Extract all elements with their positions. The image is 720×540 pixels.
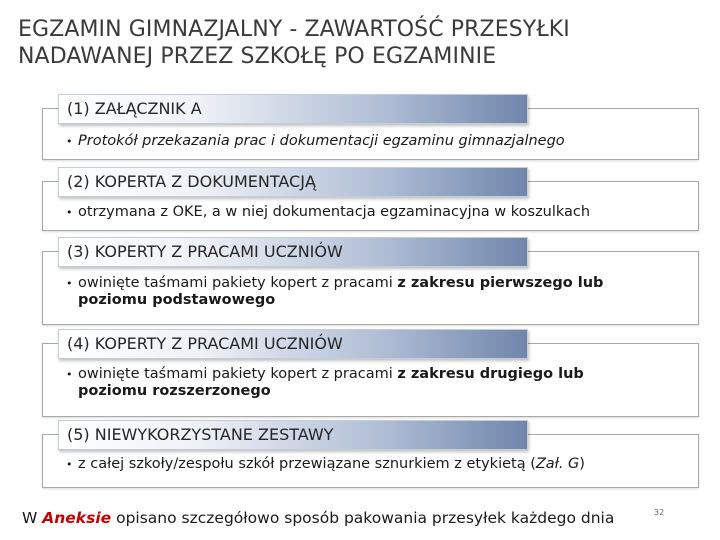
section-2-text: otrzymana z OKE, a w niej dokumentacja egzaminacyjna w koszulkach [78, 204, 591, 220]
bullet: • [66, 277, 73, 290]
section-5-text-close: ) [579, 456, 585, 472]
slide-number: 32 [654, 508, 665, 517]
section-4-text-bold-1: z zakresu drugiego lub [397, 366, 584, 382]
page-title-line-1: EGZAMIN GIMNAZJALNY - ZAWARTOŚĆ PRZESYŁKI [18, 17, 570, 42]
section-3-text-bold-2: poziomu podstawowego [78, 292, 276, 308]
section-1-header-text: (1) ZAŁĄCZNIK A [67, 99, 202, 118]
section-4-text-plain: owinięte taśmami pakiety kopert z pracami [78, 366, 398, 382]
bullet: • [66, 135, 73, 148]
bullet: • [66, 206, 73, 219]
section-5-text-italic: Zał. G [535, 456, 580, 472]
section-4-header [58, 329, 528, 359]
section-5-header-text: (5) NIEWYKORZYSTANE ZESTAWY [67, 425, 334, 444]
footer-note [22, 508, 614, 528]
page-title-line-2: NADAWANEJ PRZEZ SZKOŁĘ PO EGZAMINIE [18, 44, 497, 69]
bullet: • [66, 368, 73, 381]
section-3-text-bold-1: z zakresu pierwszego lub [397, 275, 604, 291]
section-1 [42, 94, 697, 162]
page-title [18, 16, 678, 70]
section-5-header [58, 420, 528, 450]
section-5-text [78, 456, 668, 473]
footer-prefix: W [22, 509, 43, 527]
section-4 [42, 329, 697, 415]
section-3-header-text: (3) KOPERTY Z PRACAMI UCZNIÓW [67, 242, 343, 261]
section-2 [42, 167, 697, 229]
section-5-text-plain: z całej szkoły/zespołu szkół przewiązane sznurkiem z etykietą ( [78, 456, 536, 472]
section-3 [42, 237, 697, 323]
footer-suffix: opisano szczegółowo sposób pakowania przesyłek każdego dnia [111, 509, 615, 527]
section-1-header [58, 94, 528, 124]
section-4-text [78, 366, 668, 400]
section-2-header-text: (2) KOPERTA Z DOKUMENTACJĄ [67, 172, 316, 191]
section-4-header-text: (4) KOPERTY Z PRACAMI UCZNIÓW [67, 334, 343, 353]
section-4-text-bold-2: poziomu rozszerzonego [78, 383, 271, 399]
footer-annex: Aneksie [42, 509, 112, 527]
section-3-text [78, 275, 668, 309]
bullet: • [66, 458, 73, 471]
section-3-text-plain: owinięte taśmami pakiety kopert z pracami [78, 275, 398, 291]
section-5 [42, 420, 697, 486]
section-1-text: Protokół przekazania prac i dokumentacji egzaminu gimnazjalnego [78, 133, 565, 149]
section-3-header [58, 237, 528, 267]
section-2-header [58, 167, 528, 197]
